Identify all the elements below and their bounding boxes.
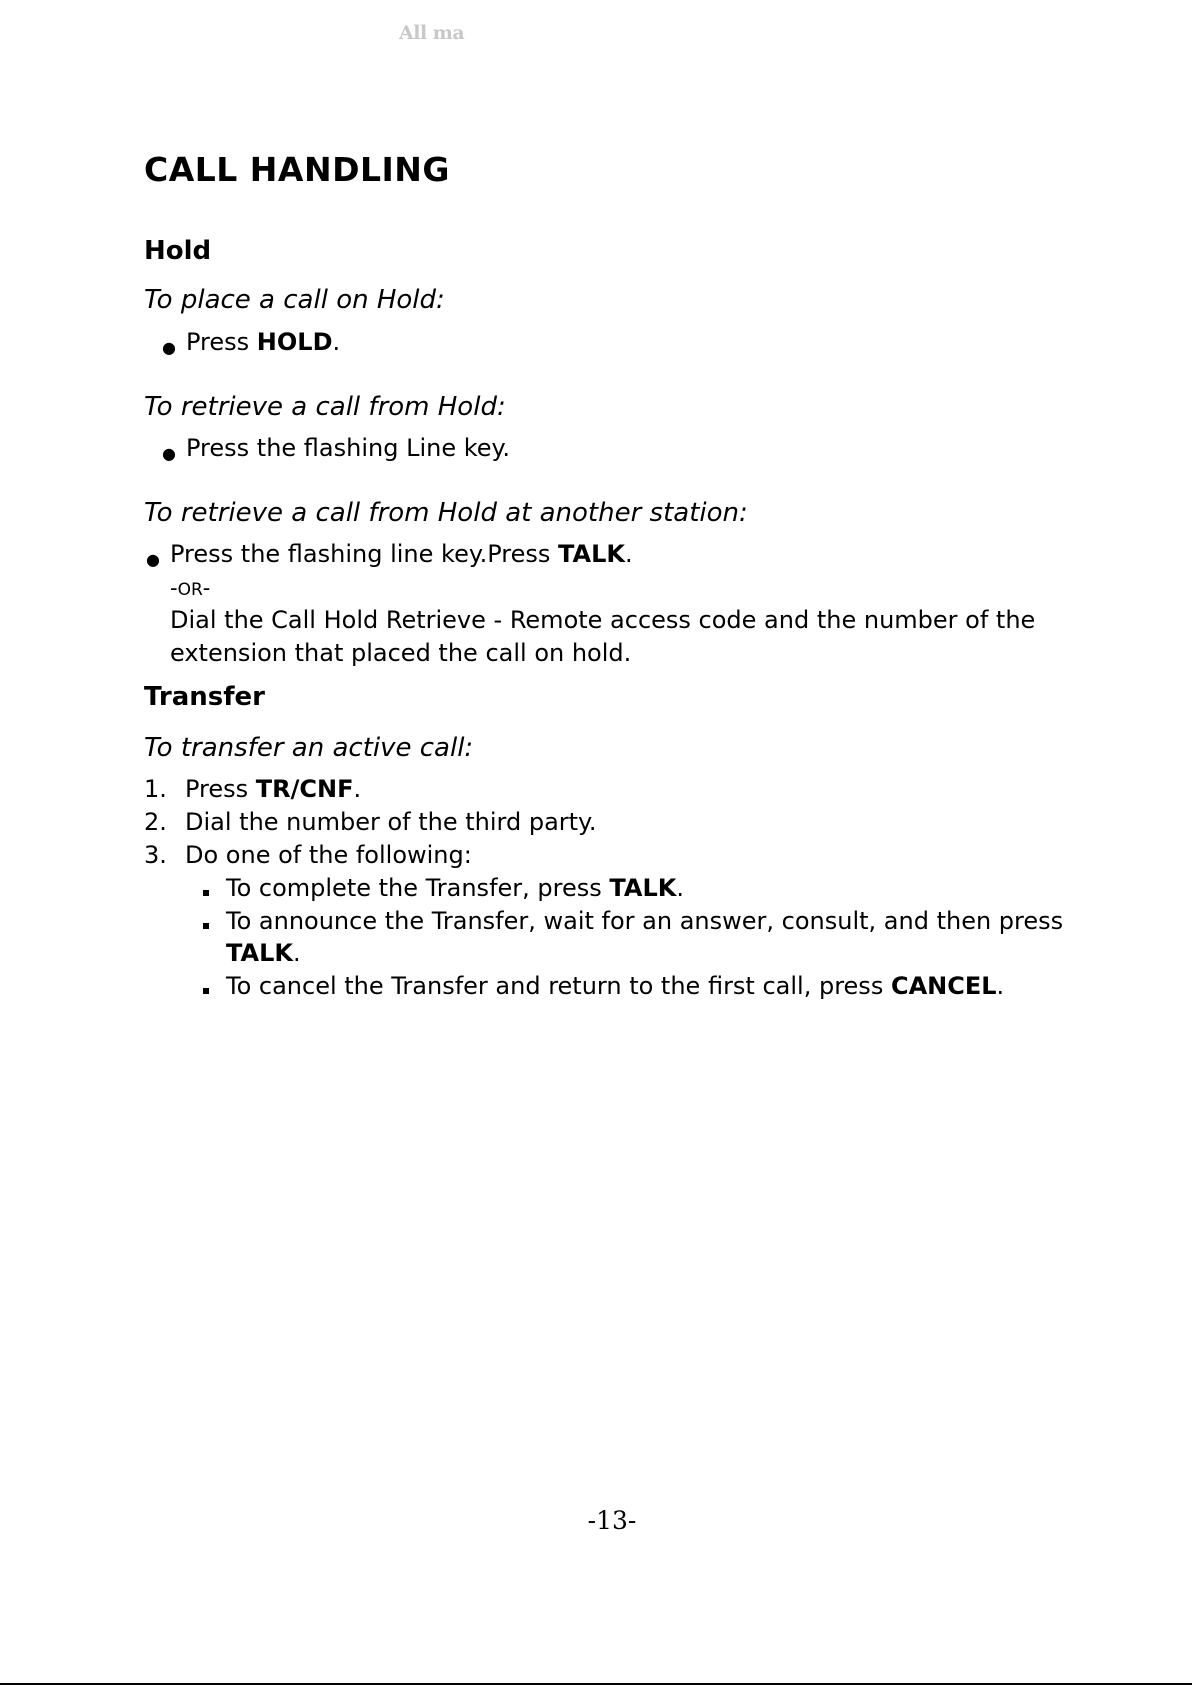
list-item: Do one of the following: [185, 841, 472, 869]
list-item-number: 1. [144, 775, 167, 803]
sub-list-item: To complete the Transfer, press TALK. [226, 874, 685, 902]
list-item-number: 2. [144, 808, 167, 836]
key-name: TALK [609, 874, 677, 902]
watermark: All ma [399, 22, 465, 44]
section-heading-hold: Hold [144, 236, 212, 266]
list-item-number: 3. [144, 841, 167, 869]
paragraph-line: extension that placed the call on hold. [170, 639, 632, 667]
key-name: HOLD [256, 328, 333, 356]
procedure-heading-retrieve-remote: To retrieve a call from Hold at another station: [144, 498, 748, 528]
sub-list-item-continuation: TALK. [226, 939, 301, 967]
section-heading-transfer: Transfer [144, 682, 265, 712]
key-name: TALK [226, 939, 293, 967]
paragraph-line: Dial the Call Hold Retrieve - Remote access code and the number of the [170, 606, 1036, 634]
key-name: TR/CNF [255, 775, 354, 803]
procedure-heading-retrieve-hold: To retrieve a call from Hold: [144, 392, 506, 422]
list-item: Press the flashing line key.Press TALK. [170, 540, 633, 568]
bullet-icon: ● [162, 444, 176, 463]
page-number: -13- [587, 1506, 637, 1535]
list-item: Dial the number of the third party. [185, 808, 597, 836]
or-separator: -OR- [170, 576, 211, 600]
list-item: Press TR/CNF. [185, 775, 362, 803]
list-item: Press HOLD. [186, 328, 341, 356]
key-name: TALK [558, 540, 626, 568]
key-name: CANCEL [890, 972, 997, 1000]
procedure-heading-transfer: To transfer an active call: [144, 733, 474, 763]
square-bullet-icon [203, 890, 209, 896]
sub-list-item: To announce the Transfer, wait for an answer, consult, and then press [226, 907, 1064, 935]
list-item: Press the flashing Line key. [186, 434, 510, 462]
sub-list-item: To cancel the Transfer and return to the first call, press CANCEL. [226, 972, 1005, 1000]
page-title: CALL HANDLING [144, 150, 450, 189]
procedure-heading-place-hold: To place a call on Hold: [144, 285, 445, 315]
bullet-icon: ● [162, 338, 176, 357]
bullet-icon: ● [146, 550, 160, 569]
square-bullet-icon [203, 923, 209, 929]
square-bullet-icon [203, 988, 209, 994]
